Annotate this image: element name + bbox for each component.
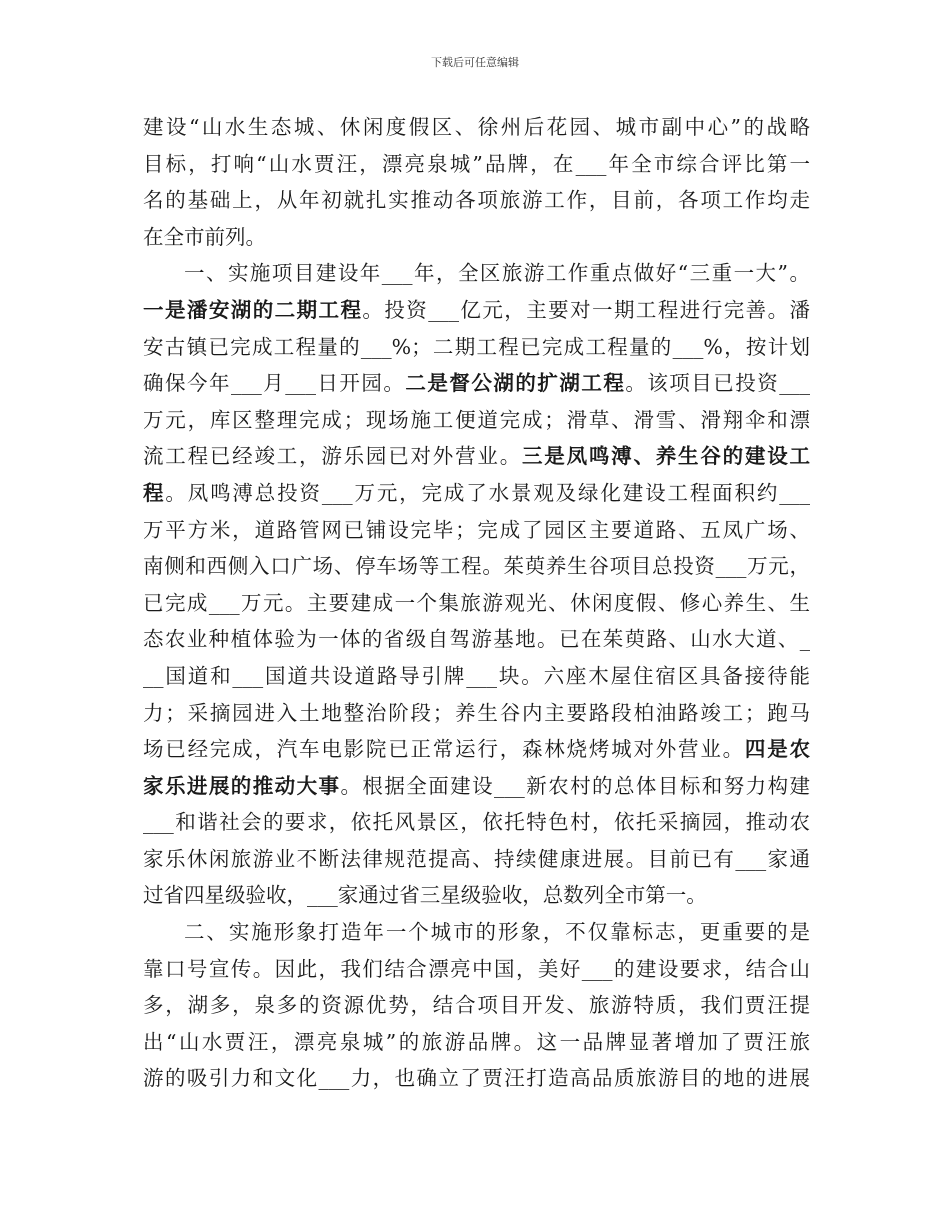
bold-heading-text: 四是农 [744, 737, 811, 762]
text-line [143, 219, 810, 256]
text-line [143, 621, 810, 658]
text-line [143, 768, 810, 805]
body-text: 多，湖多，泉多的资源优势，结合项目开发、旅游特质，我们贾汪提 [143, 993, 810, 1018]
text-line [143, 475, 810, 512]
text-line [143, 402, 810, 439]
body-text: 。该项目已投资___ [625, 371, 811, 396]
text-line [143, 987, 810, 1024]
bold-heading-text: 三是凤鸣溥、养生谷的建设工 [521, 444, 811, 469]
text-line [143, 804, 810, 841]
body-text: 南侧和西侧入口广场、停车场等工程。茱萸养生谷项目总投资___万元， [143, 554, 810, 579]
body-text: 名的基础上，从年初就扎实推动各项旅游工作，目前，各项工作均走 [143, 188, 810, 213]
body-text: ___和谐社会的要求，依托风景区，依托特色村，依托采摘园，推动农 [143, 810, 810, 835]
body-text: 。投资___亿元，主要对一期工程进行完善。潘 [362, 297, 811, 322]
text-line [143, 841, 810, 878]
body-text: 家乐休闲旅游业不断法律规范提高、持续健康进展。目前已有___家通 [143, 846, 810, 871]
body-text: 态农业种植体验为一体的省级自驾游基地。已在茱萸路、山水大道、_ [143, 627, 810, 652]
text-line [143, 1060, 810, 1097]
body-text: 场已经完成，汽车电影院已正常运行，森林烧烤城对外营业。 [143, 737, 745, 762]
text-line [143, 695, 810, 732]
body-text: 游的吸引力和文化___力，也确立了贾汪打造高品质旅游目的地的进展 [143, 1066, 810, 1091]
bold-heading-text: 家乐进展的推动大事 [143, 773, 341, 798]
body-text: __国道和___国道共设道路导引牌___块。六座木屋住宿区具备接待能 [143, 663, 810, 688]
text-line [143, 548, 810, 585]
text-line [143, 146, 810, 183]
bold-heading-text: 二是督公湖的扩湖工程 [405, 371, 626, 396]
body-text: 一、实施项目建设年___年，全区旅游工作重点做好“三重一大”。 [184, 261, 810, 286]
body-text: 已完成___万元。主要建成一个集旅游观光、休闲度假、修心养生、生 [143, 590, 810, 615]
text-line [143, 438, 810, 475]
text-line [143, 585, 810, 622]
page-header: 下载后可任意编辑 [431, 56, 519, 69]
text-line [143, 1024, 810, 1061]
body-text: 安古镇已完成工程量的___%；二期工程已完成工程量的___%，按计划 [143, 334, 810, 359]
body-text: 在全市前列。 [143, 224, 266, 249]
text-line [143, 512, 810, 549]
text-line [143, 951, 810, 988]
body-text: 靠口号宣传。因此，我们结合漂亮中国，美好___的建设要求，结合山 [143, 956, 810, 981]
body-text: 。根据全面建设___新农村的总体目标和努力构建 [340, 773, 811, 798]
body-text: 流工程已经竣工，游乐园已对外营业。 [143, 444, 522, 469]
text-line [143, 292, 810, 329]
text-line [143, 329, 810, 366]
body-text: 目标，打响“山水贾汪，漂亮泉城”品牌，在___年全市综合评比第一 [143, 151, 810, 176]
text-line [143, 365, 810, 402]
text-line [143, 255, 810, 292]
text-line [143, 182, 810, 219]
body-text: 万平方米，道路管网已铺设完毕；完成了园区主要道路、五凤广场、 [143, 517, 810, 542]
body-text: 。凤鸣溥总投资___万元，完成了水景观及绿化建设工程面积约___ [165, 480, 811, 505]
body-text: 建设“山水生态城、休闲度假区、徐州后花园、城市副中心”的战略 [143, 115, 810, 139]
bold-heading-text: 一是潘安湖的二期工程 [143, 297, 363, 322]
text-line [143, 877, 810, 914]
text-line [143, 109, 810, 146]
body-text: 力；采摘园进入土地整治阶段；养生谷内主要路段柏油路竣工；跑马 [143, 700, 810, 725]
text-line [143, 658, 810, 695]
body-text: 二、实施形象打造年一个城市的形象，不仅靠标志，更重要的是 [184, 920, 810, 945]
text-line [143, 731, 810, 768]
body-text: 出“山水贾汪，漂亮泉城”的旅游品牌。这一品牌显著增加了贾汪旅 [143, 1029, 810, 1054]
body-text: 万元，库区整理完成；现场施工便道完成；滑草、滑雪、滑翔伞和漂 [143, 407, 810, 432]
document-body [143, 109, 810, 1097]
text-line [143, 914, 810, 951]
body-text: 确保今年___月___日开园。 [143, 371, 406, 396]
body-text: 过省四星级验收，___家通过省三星级验收，总数列全市第一。 [143, 883, 707, 908]
bold-heading-text: 程 [143, 480, 166, 505]
